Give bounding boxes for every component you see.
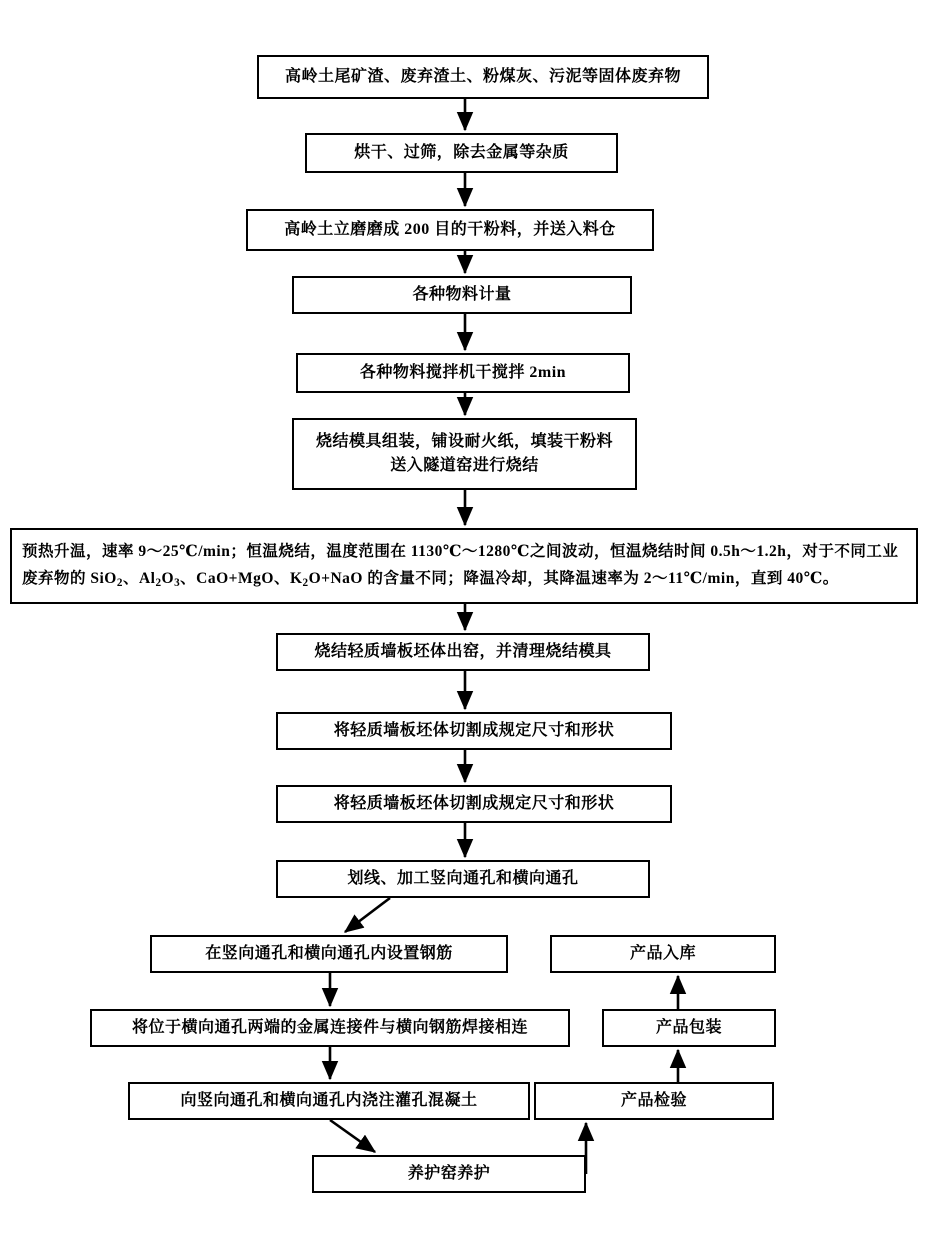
flow-node-n5[interactable] [296,353,630,393]
edge-n14-n15 [330,1120,375,1152]
flow-node-n9[interactable] [276,712,672,750]
flow-node-n8-label: 烧结轻质墙板坯体出窑，并清理烧结模具 [314,643,612,660]
flow-node-n17-label: 产品包装 [655,1019,722,1036]
flow-node-n3[interactable] [246,209,654,251]
flow-node-n7[interactable] [10,528,918,604]
flow-node-n8[interactable] [276,633,650,671]
flow-node-n16[interactable] [534,1082,774,1120]
flow-node-n14[interactable] [128,1082,530,1120]
flow-node-n5-label: 各种物料搅拌机干搅拌 2min [359,364,567,381]
flow-node-n18[interactable] [550,935,776,973]
flow-node-n14-label: 向竖向通孔和横向通孔内浇注灌孔混凝土 [180,1092,478,1109]
flow-node-n7-label: 预热升温，速率 9～25℃/min；恒温烧结，温度范围在 1130℃～1280℃之间波动，恒温烧结时间 0.5h～1.2h，对于不同工业废弃物的 SiO$_2$、$Al_2O_3$、CaO+MgO、$K_2O+NaO$ 的含量不同；降温冷却，其降温速率为 2～11℃/min，直到 40℃。 [22,543,899,590]
flow-node-n2-label: 烘干、过筛，除去金属等杂质 [354,144,569,161]
flow-node-n18-label: 产品入库 [629,945,696,962]
flow-node-n1[interactable] [257,55,709,99]
flow-node-n12[interactable] [150,935,508,973]
flow-node-n6-label-line1: 烧结模具组装，铺设耐火纸，填装干粉料 [315,433,613,450]
flow-node-n3-label: 高岭土立磨磨成 200 目的干粉料，并送入料仓 [284,221,616,238]
flow-node-n10[interactable] [276,785,672,823]
flow-node-n17[interactable] [602,1009,776,1047]
flow-node-n12-label: 在竖向通孔和横向通孔内设置钢筋 [205,945,453,962]
edge-n11-n12 [345,898,390,932]
flow-node-n11-label: 划线、加工竖向通孔和横向通孔 [347,870,579,887]
flow-node-n15-label: 养护窑养护 [407,1165,491,1182]
flow-node-n1-label: 高岭土尾矿渣、废弃渣土、粉煤灰、污泥等固体废弃物 [284,68,681,85]
flow-node-n9-label: 将轻质墙板坯体切割成规定尺寸和形状 [333,722,615,739]
flow-node-n10-label: 将轻质墙板坯体切割成规定尺寸和形状 [333,795,615,812]
flow-node-n4-label: 各种物料计量 [412,286,512,303]
flow-node-n13[interactable] [90,1009,570,1047]
flow-node-n6-label-line2: 送入隧道窑进行烧结 [390,457,539,474]
flow-node-n15[interactable] [312,1155,586,1193]
flow-node-n13-label: 将位于横向通孔两端的金属连接件与横向钢筋焊接相连 [131,1019,528,1036]
flow-node-n16-label: 产品检验 [620,1092,687,1109]
flow-node-n4[interactable] [292,276,632,314]
flow-node-n6[interactable] [292,418,637,490]
flow-node-n11[interactable] [276,860,650,898]
flow-node-n2[interactable] [305,133,618,173]
